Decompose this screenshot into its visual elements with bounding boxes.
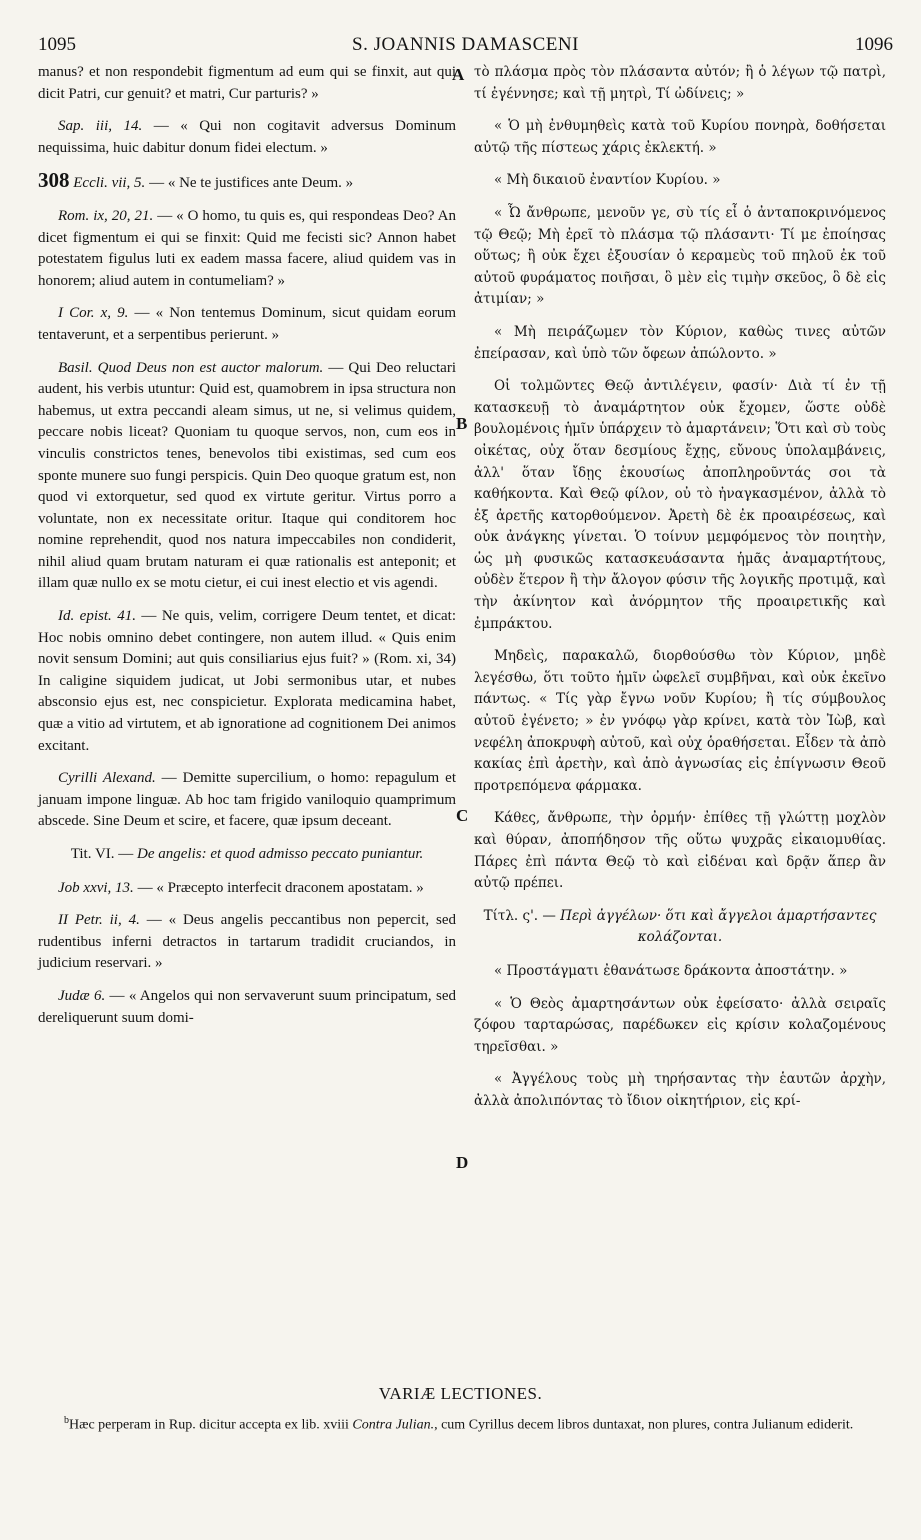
latin-paragraph bbox=[38, 910, 456, 975]
page-number-left: 1095 bbox=[38, 34, 76, 55]
latin-column bbox=[38, 62, 456, 1040]
patristic-reference: Cyrilli Alexand. bbox=[58, 770, 156, 787]
latin-paragraph bbox=[38, 606, 456, 757]
scripture-reference: Judæ 6. bbox=[58, 987, 106, 1004]
latin-paragraph bbox=[38, 878, 456, 900]
section-title bbox=[474, 906, 886, 949]
latin-text: — « Deus angelis peccantibus non pepercit, sed rudentibus inferni detractos in tartarum tradidit cruciandos, in judicium reservari. » bbox=[38, 912, 456, 972]
latin-paragraph: manus? et non respondebit figmentum ad eum qui se finxit, aut qui dicit Patri, cur genuit? et matri, Cur parturis? » bbox=[38, 64, 456, 102]
footnote bbox=[38, 1412, 886, 1435]
footnote-text: Hæc perperam in Rup. dicitur accepta ex lib. xviii bbox=[69, 1417, 353, 1433]
greek-paragraph: « Προστάγματι ἐθανάτωσε δράκοντα ἀποστάτην. » bbox=[494, 962, 848, 979]
variae-lectiones-heading: VARIÆ LECTIONES. bbox=[378, 1384, 543, 1403]
greek-paragraph: « Ὁ Θεὸς ἀμαρτησάντων οὐκ ἐφείσατο· ἀλλὰ σειραῖς ζόφου ταρταρώσας, παρέδωκεν εἰς κρίσιν κολαζομένους τηρεῖσθαι. » bbox=[474, 995, 886, 1055]
greek-paragraph: Οἱ τολμῶντες Θεῷ ἀντιλέγειν, φασίν· Διὰ τί ἐν τῇ κατασκευῇ τὸ ἀναμάρτητον οὐκ ἔχομεν, ὥστε οὐδὲ βουλομένοις ἡμῖν ὑπάρχειν τὸ ἁμαρτάνειν; Ὅτι καὶ σὺ τοὺς οἰκέτας, οὐχ ὅταν δεσμίους ἔχῃς, εὔνους ὑπολαμβάνεις, ἀλλ' ὅταν ἴδῃς ἑκουσίως ἀποπληροῦντάς σοι τὰ καθήκοντα. Καὶ Θεῷ φίλον, οὐ τὸ ἠναγκασμένον, ἀλλὰ τὸ ἐξ ἀρετῆς κατορθούμενον. Ἀρετὴ δὲ ἐκ προαιρέσεως, καὶ οὐκ ἀνάγκης γίνεται. Ὁ τοίνυν μεμφόμενος τὸν ποιητὴν, ὡς μὴ φυσικῶς κατασκευάσαντα ἡμᾶς ἀναμαρτήτους, οὐδὲν ἕτερον ἢ τὴν ἄλογον φύσιν τῆς λογικῆς προτιμᾷ, καὶ τὴν ἀκίνητον καὶ ἀνόρμητον τῆς προαιρετικῆς καὶ ἐμπράκτου. bbox=[474, 378, 886, 632]
latin-paragraph bbox=[38, 116, 456, 159]
greek-paragraph: τὸ πλάσμα πρὸς τὸν πλάσαντα αὐτόν; ἢ ὁ λέγων τῷ πατρὶ, τί ἐγέννησε; καὶ τῇ μητρὶ, Τί ὠδίνεις; » bbox=[474, 64, 886, 102]
latin-text: — Demitte supercilium, o homo: repagulum et januam impone linguæ. Ab hoc tam frigido vaniloquio quamprimum abscede. Sine Deum et scire, et facere, quæ ipsum deceant. bbox=[38, 770, 456, 830]
page-header bbox=[38, 34, 893, 60]
footnote-mark: b bbox=[64, 1415, 69, 1426]
margin-letter-d: D bbox=[456, 1153, 469, 1172]
latin-text: — « O homo, tu quis es, qui respondeas Deo? An dicet figmentum ei qui se finxit: Quid me fecisti sic? Annon habet potestatem figulus luti ex eadem massa facere, aliud quidem vas in honorem; aliud autem in contumeliam? » bbox=[38, 207, 456, 289]
greek-paragraph: « Μὴ δικαιοῦ ἐναντίον Κυρίου. » bbox=[494, 172, 721, 189]
latin-text: — « Ne te justifices ante Deum. » bbox=[145, 175, 354, 192]
latin-paragraph bbox=[38, 206, 456, 292]
latin-paragraph bbox=[38, 358, 456, 596]
scripture-reference: I Cor. x, 9. bbox=[58, 305, 129, 322]
margin-letter-a: A bbox=[452, 65, 465, 84]
section-title-text: De angelis: et quod admisso peccato puniantur. bbox=[137, 846, 424, 862]
column-number: 308 bbox=[38, 168, 70, 193]
patristic-reference: Basil. Quod Deus non est auctor malorum. bbox=[58, 359, 324, 376]
latin-text: — « Angelos qui non servaverunt suum principatum, sed dereliquerunt suum domi- bbox=[38, 987, 456, 1026]
scripture-reference: Job xxvi, 13. bbox=[58, 879, 134, 896]
margin-letter-c: C bbox=[456, 806, 469, 825]
latin-paragraph bbox=[38, 303, 456, 346]
footnote-work-title: Contra Julian. bbox=[352, 1417, 435, 1433]
greek-paragraph: Μηδεὶς, παρακαλῶ, διορθούσθω τὸν Κύριον, μηδὲ λεγέσθω, ὅτι τοῦτο ἡμῖν ὠφελεῖ συμβῆναι, καὶ οὐκ ἐκεῖνο πάντως. « Τίς γὰρ ἔγνω νοῦν Κυρίου; ἢ τίς σύμβουλος αὐτοῦ ἐγένετο; » ἐν γνόφῳ γὰρ κρίνει, κατὰ τὸν Ἰὼβ, καὶ νεφέλη ἀποκρυφὴ αὐτοῦ, καὶ οὐχ ὁραθήσεται. Εἶδεν τὰ ἀπὸ κακίας ἐπὶ ἀρετὴν, καὶ ἀπὸ ἀγνωσίας εἰς ἐπίγνωσιν Θεοῦ προτρεπόμενα φάρμακα. bbox=[474, 648, 886, 794]
footnote-text: , cum Cyrillus decem libros duntaxat, non plures, contra Julianum ediderit. bbox=[434, 1417, 854, 1433]
scripture-reference: II Petr. ii, 4. bbox=[58, 912, 140, 929]
margin-letter-b: B bbox=[456, 414, 468, 433]
greek-paragraph: « Μὴ πειράζωμεν τὸν Κύριον, καθὼς τινες αὐτῶν ἐπείρασαν, καὶ ὑπὸ τῶν ὄφεων ἀπώλοντο. » bbox=[474, 323, 886, 362]
patristic-reference: Id. epist. 41. bbox=[58, 608, 136, 625]
greek-paragraph: « Ὦ ἄνθρωπε, μενοῦν γε, σὺ τίς εἶ ὁ ἀνταποκρινόμενος τῷ Θεῷ; Μὴ ἐρεῖ τὸ πλάσμα τῷ πλάσαντι· Τί με ἐποίησας οὕτως; ἢ οὐκ ἔχει ἐξουσίαν ὁ κεραμεὺς τοῦ πηλοῦ ἐκ τοῦ αὐτοῦ φυράματος ποιῆσαι, ὃ μὲν εἰς τιμὴν σκεῦος, ὃ δὲ εἰς ἀτιμίαν; » bbox=[474, 204, 886, 308]
latin-text: — Ne quis, velim, corrigere Deum tentet, et dicat: Hoc nobis omnino debet contingere, non autem illud. « Quis enim novit sensum Domini; aut quis consiliarius ejus fuit? » (Rom. xi, 34) In caligine siquidem judicat, ut Jobi sermonibus utar, et nubes absconsio ejus est, nec conspicietur. Explorata medicamina habet, quæ a vitio ad virtutem, et ab ignoratione ad cognitionem Dei animos excitant. bbox=[38, 608, 457, 754]
latin-text: — Qui Deo reluctari audent, his verbis utuntur: Quid est, quamobrem in ipsa structura non habemus, ut extra peccandi aleam simus, ut ne, si velimus quidem, peccare nobis liceat? Quoniam tu quoque servos, non, cum eos in vinculis constrictos tenes, benevolos tibi existimas, sed cum eos sponte munere suo fungi perspicis. Quin Deo quoque gratum est, non quod vi extorquetur, sed quod ex virtute geritur. Virtus porro a voluntate, non ex necessitate oritur. Itaque qui conditorem hoc nomine reprehendit, quod nos natura impeccabiles non condiderit, nihil aliud quam brutam naturam ei quæ rationalis est anteponit; et illam quæ nullo ex se motu cietur, ei cui inest electio et vis agendi. bbox=[38, 359, 456, 592]
greek-paragraph: « Ἀγγέλους τοὺς μὴ τηρήσαντας τὴν ἑαυτῶν ἀρχὴν, ἀλλὰ ἀπολιπόντας τὸ ἴδιον οἰκητήριον, εἰς κρί- bbox=[474, 1071, 886, 1109]
section-title-text: Περὶ ἀγγέλων· ὅτι καὶ ἄγγελοι ἁμαρτήσαντες κολάζονται. bbox=[560, 907, 877, 946]
section-title-number: Τίτλ. ς'. — bbox=[483, 907, 561, 924]
latin-text: — « Non tentemus Dominum, sicut quidam eorum tentaverunt, et a serpentibus perierunt. » bbox=[38, 305, 457, 343]
running-title: S. JOANNIS DAMASCENI bbox=[352, 34, 579, 55]
greek-column bbox=[474, 62, 886, 1124]
latin-paragraph bbox=[38, 170, 456, 195]
section-title bbox=[38, 844, 456, 866]
latin-text: — « Præcepto interfecit draconem apostatam. » bbox=[133, 879, 424, 896]
scripture-reference: Rom. ix, 20, 21. bbox=[58, 207, 154, 224]
scripture-reference: Sap. iii, 14. bbox=[58, 118, 143, 135]
latin-text: — « Qui non cogitavit adversus Dominum nequissima, huic dabitur donum fidei electum. » bbox=[38, 118, 456, 156]
page-number-right: 1096 bbox=[855, 34, 893, 55]
scripture-reference: Eccli. vii, 5. bbox=[73, 175, 146, 192]
latin-paragraph bbox=[38, 768, 456, 833]
section-title-number: Tit. VI. — bbox=[70, 846, 138, 862]
latin-paragraph bbox=[38, 986, 456, 1029]
greek-paragraph: « Ὁ μὴ ἐνθυμηθεὶς κατὰ τοῦ Κυρίου πονηρὰ, δοθήσεται αὐτῷ τῆς πίστεως χάρις ἐκλεκτή. » bbox=[474, 118, 886, 156]
greek-paragraph: Κάθες, ἄνθρωπε, τὴν ὀρμήν· ἐπίθες τῇ γλώττῃ μοχλὸν καὶ θύραν, ἀποπήδησον τῆς οὕτω ψυχρᾶς εἰκαιομυθίας. Πάρες ἐπὶ πάντα Θεῷ τὸ καὶ εἰδέναι καὶ δρᾷν ἅπερ ἂν αὐτῷ πρέπει. bbox=[474, 810, 886, 892]
